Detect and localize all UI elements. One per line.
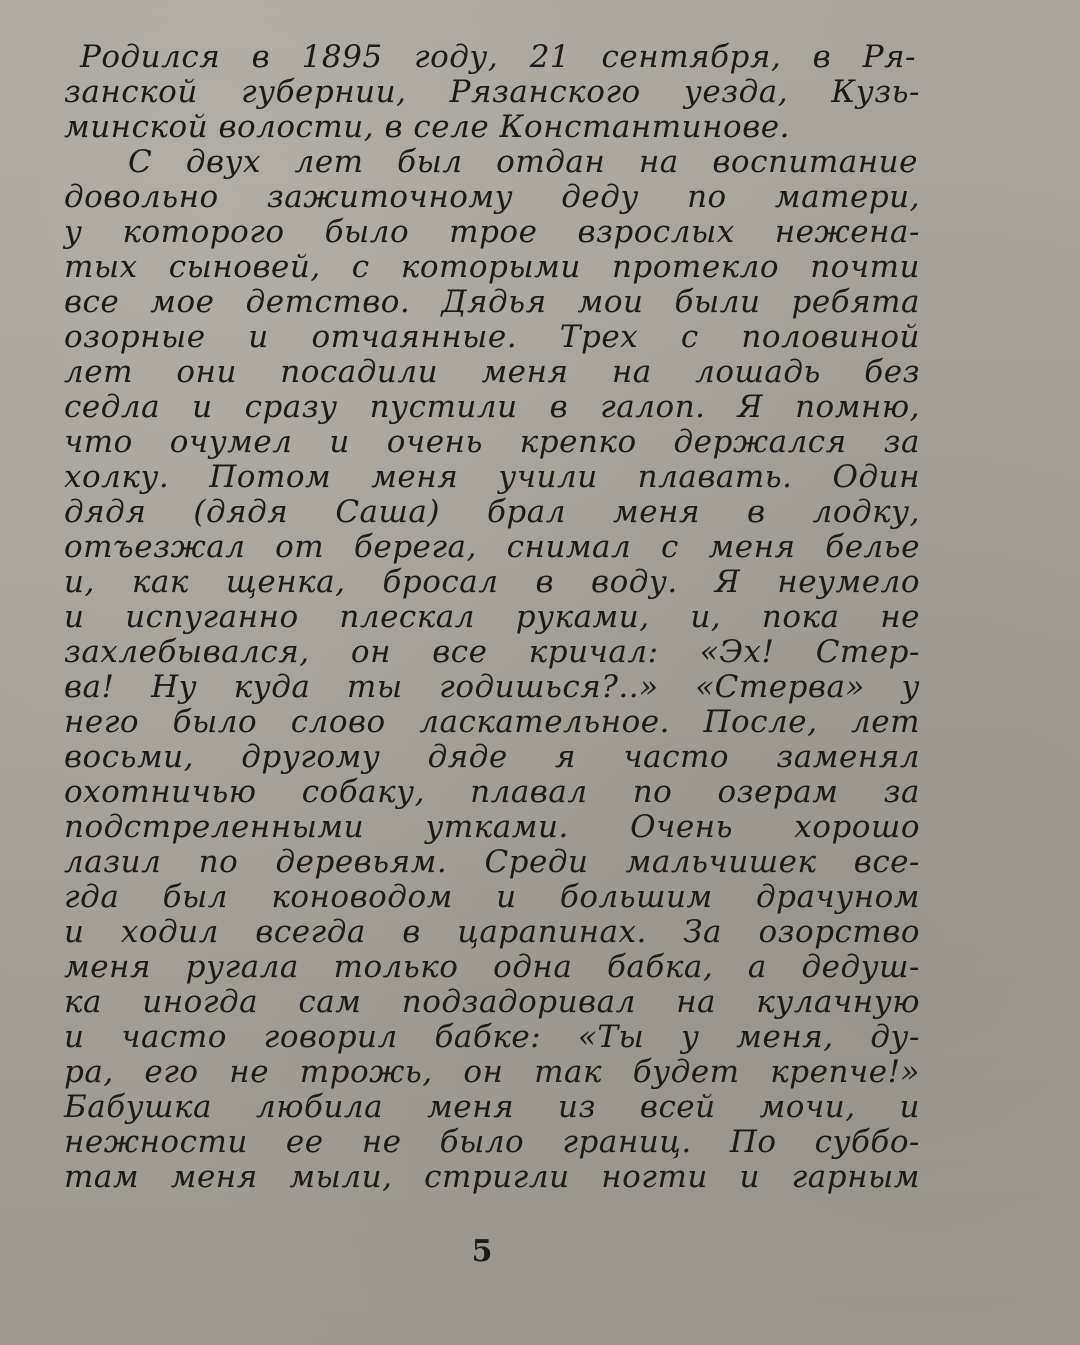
text-line: седла и сразу пустили в галоп. Я помню, [64, 389, 920, 425]
text-line: меня ругала только одна бабка, а дедуш- [64, 949, 920, 985]
text-line: лет они посадили меня на лошадь без [64, 354, 920, 390]
text-line: ва! Ну куда ты годишься?..» «Стерва» у [64, 669, 920, 705]
text-line: лазил по деревьям. Среди мальчишек все- [64, 844, 920, 880]
text-line: дядя (дядя Саша) брал меня в лодку, [64, 494, 920, 530]
page-number: 5 [471, 1234, 493, 1269]
text-line: и, как щенка, бросал в воду. Я неумело [64, 564, 920, 600]
text-line: ка иногда сам подзадоривал на кулачную [64, 984, 920, 1020]
text-line: отъезжал от берега, снимал с меня белье [64, 529, 920, 565]
text-line: там меня мыли, стригли ногти и гарным [64, 1159, 920, 1195]
text-line: него было слово ласкательное. После, лет [64, 704, 920, 740]
text-line: нежности ее не было границ. По суббо- [64, 1124, 920, 1160]
text-line: ра, его не трожь, он так будет крепче!» [64, 1054, 920, 1090]
text-line: захлебывался, он все кричал: «Эх! Стер- [64, 634, 920, 670]
text-line: тых сыновей, с которыми протекло почти [64, 249, 920, 285]
text-line: восьми, другому дяде я часто заменял [64, 739, 920, 775]
text-line: холку. Потом меня учили плавать. Один [64, 459, 920, 495]
text-line: подстреленными утками. Очень хорошо [64, 809, 920, 845]
text-line: С двух лет был отдан на воспитание [128, 144, 918, 180]
text-line: охотничью собаку, плавал по озерам за [64, 774, 920, 810]
text-line: и ходил всегда в царапинах. За озорство [64, 914, 920, 950]
text-line: Бабушка любила меня из всей мочи, и [64, 1089, 920, 1125]
text-line: минской волости, в селе Константинове. [64, 109, 790, 145]
text-line: занской губернии, Рязанского уезда, Кузь- [64, 74, 920, 110]
text-line: довольно зажиточному деду по матери, [64, 179, 920, 215]
text-line: и испуганно плескал руками, и, пока не [64, 599, 920, 635]
text-line: все мое детство. Дядья мои были ребята [64, 284, 920, 320]
text-line: озорные и отчаянные. Трех с половиной [64, 319, 920, 355]
text-line: что очумел и очень крепко держался за [64, 424, 920, 460]
text-line: у которого было трое взрослых нежена- [64, 214, 920, 250]
text-line: гда был коноводом и большим драчуном [64, 879, 920, 915]
text-line: и часто говорил бабке: «Ты у меня, ду- [64, 1019, 920, 1055]
text-line: Родился в 1895 году, 21 сентября, в Ря- [80, 39, 916, 75]
